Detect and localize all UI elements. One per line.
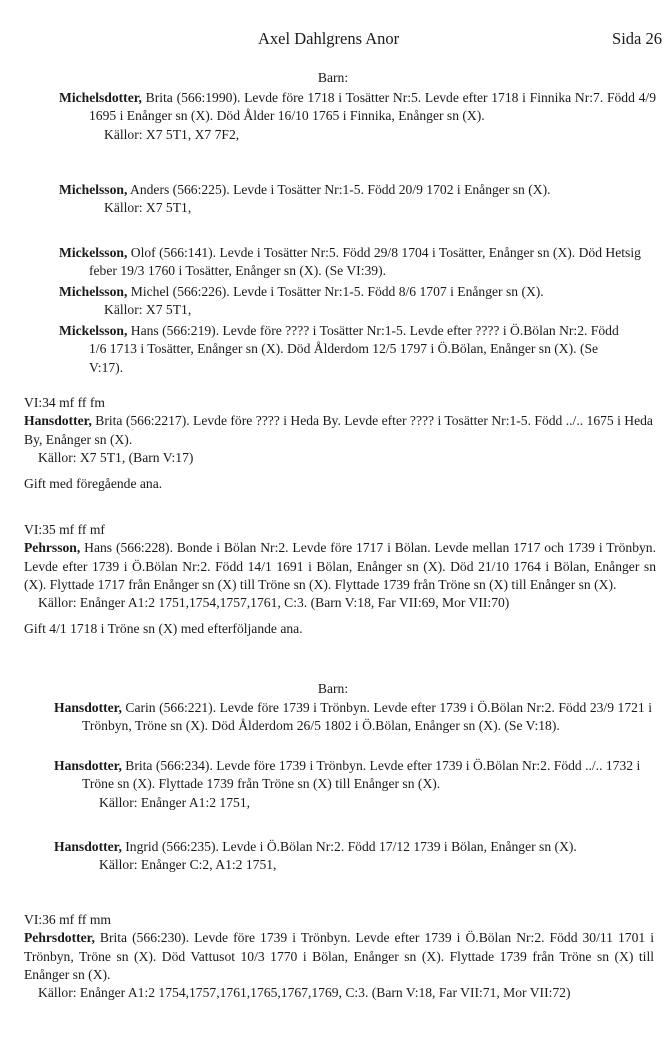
entry-text: Brita (566:230). Levde före 1739 i Trönbyn. Levde efter 1739 i Ö.Bölan Nr:2. Född 30/11 1701 i Trönbyn, Tröne sn (X). Död Vattusot 10/3 1770 i Bölan, Enånger sn (X). Flyttade 1739 från Tröne sn (X) till Enånger sn (X). bbox=[24, 930, 654, 982]
child-entry bbox=[59, 181, 621, 218]
ancestor-entry-vi34 bbox=[24, 394, 656, 493]
surname: Hansdotter, bbox=[54, 700, 122, 715]
ancestor-code: VI:34 mf ff fm bbox=[24, 395, 105, 410]
marriage-note: Gift 4/1 1718 i Tröne sn (X) med efterföljande ana. bbox=[24, 621, 303, 637]
ancestor-entry-vi36 bbox=[24, 911, 654, 1002]
surname: Mickelsson, bbox=[59, 245, 128, 260]
surname: Hansdotter, bbox=[54, 758, 122, 773]
children-heading: Barn: bbox=[317, 70, 349, 85]
document-title: Axel Dahlgrens Anor bbox=[258, 29, 400, 48]
surname: Michelsson, bbox=[59, 284, 128, 299]
surname: Hansdotter, bbox=[24, 413, 92, 429]
child-entry bbox=[54, 838, 652, 875]
surname: Pehrsdotter, bbox=[24, 930, 95, 946]
sources: Källor: X7 5T1, X7 7F2, bbox=[104, 126, 240, 142]
child-entry bbox=[59, 283, 659, 320]
sources: Källor: Enånger A1:2 1754,1757,1761,1765,1767,1769, C:3. (Barn V:18, Far VII:71, Mor VII:72) bbox=[38, 985, 571, 1001]
child-entry bbox=[54, 699, 652, 736]
entry-text: Olof (566:141). Levde i Tosätter Nr:5. Född 29/8 1704 i Tosätter, Enånger sn (X). Död Hetsig feber 19/3 1760 i Tosätter, Enånger sn (X). (Se VI:39). bbox=[89, 245, 641, 279]
entry-text: Hans (566:219). Levde före ???? i Tosätter Nr:1-5. Levde efter ???? i Ö.Bölan Nr:2. Född 1/6 1713 i Tosätter, Enånger sn (X). Död Ålderdom 12/5 1797 i Ö.Bölan, Enånger sn (X). (Se V:17). bbox=[89, 323, 619, 375]
surname: Mickelsson, bbox=[59, 323, 128, 338]
sources: Källor: X7 5T1, bbox=[104, 200, 192, 216]
page-header bbox=[0, 30, 666, 52]
entry-text: Brita (566:234). Levde före 1739 i Trönbyn. Levde efter 1739 i Ö.Bölan Nr:2. Född ../.. 1732 i Tröne sn (X). Flyttade 1739 från Tröne sn (X) till Enånger sn (X). bbox=[82, 758, 641, 792]
surname: Michelsdotter, bbox=[59, 90, 142, 105]
sources: Källor: Enånger A1:2 1751, bbox=[99, 794, 251, 810]
surname: Pehrsson, bbox=[24, 540, 81, 556]
entry-text: Hans (566:228). Bonde i Bölan Nr:2. Levde före 1717 i Bölan. Levde mellan 1717 och 1739 i Trönbyn. Levde efter 1739 i Ö.Bölan Nr:2. Född 14/1 1691 i Bölan, Enånger sn (X). Död 21/10 1764 i Bölan, Enånger sn (X). Flyttade 1717 från Enånger sn (X) till Tröne sn (X). Flyttade 1739 från Tröne sn (X) till Enånger sn (X). bbox=[24, 540, 656, 592]
entry-text: Ingrid (566:235). Levde i Ö.Bölan Nr:2. Född 17/12 1739 i Bölan, Enånger sn (X). bbox=[121, 839, 577, 854]
child-entry bbox=[59, 244, 656, 281]
children-heading: Barn: bbox=[317, 681, 349, 696]
sources: Källor: Enånger A1:2 1751,1754,1757,1761, C:3. (Barn V:18, Far VII:69, Mor VII:70) bbox=[38, 595, 510, 611]
entry-text: Michel (566:226). Levde i Tosätter Nr:1-5. Född 8/6 1707 i Enånger sn (X). bbox=[127, 284, 544, 299]
ancestor-entry-vi35 bbox=[24, 521, 656, 639]
surname: Michelsson, bbox=[59, 182, 128, 197]
ancestor-code: VI:36 mf ff mm bbox=[24, 912, 111, 927]
sources: Källor: X7 5T1, bbox=[104, 302, 192, 318]
marriage-note: Gift med föregående ana. bbox=[24, 476, 163, 492]
child-entry bbox=[54, 757, 652, 812]
entry-text: Brita (566:2217). Levde före ???? i Heda By. Levde efter ???? i Tosätter Nr:1-5. Född ../.. 1675 i Heda By, Enånger sn (X). bbox=[24, 413, 653, 447]
surname: Hansdotter, bbox=[54, 839, 122, 854]
ancestor-code: VI:35 mf ff mf bbox=[24, 522, 105, 537]
entry-text: Brita (566:1990). Levde före 1718 i Tosätter Nr:5. Levde efter 1718 i Finnika Nr:7. Född 4/9 1695 i Enånger sn (X). Död Ålder 16/10 1765 i Finnika, Enånger sn (X). bbox=[89, 90, 656, 124]
entry-text: Carin (566:221). Levde före 1739 i Trönbyn. Levde efter 1739 i Ö.Bölan Nr:2. Född 23/9 1721 i Trönbyn, Tröne sn (X). Död Ålderdom 26/5 1802 i Ö.Bölan, Enånger sn (X). (Se V:18). bbox=[82, 700, 652, 734]
page-number: Sida 26 bbox=[612, 29, 662, 48]
child-entry bbox=[59, 89, 656, 144]
sources: Källor: X7 5T1, (Barn V:17) bbox=[38, 449, 194, 465]
child-entry bbox=[59, 322, 624, 377]
entry-text: Anders (566:225). Levde i Tosätter Nr:1-5. Född 20/9 1702 i Enånger sn (X). bbox=[127, 182, 551, 197]
sources: Källor: Enånger C:2, A1:2 1751, bbox=[99, 857, 277, 873]
